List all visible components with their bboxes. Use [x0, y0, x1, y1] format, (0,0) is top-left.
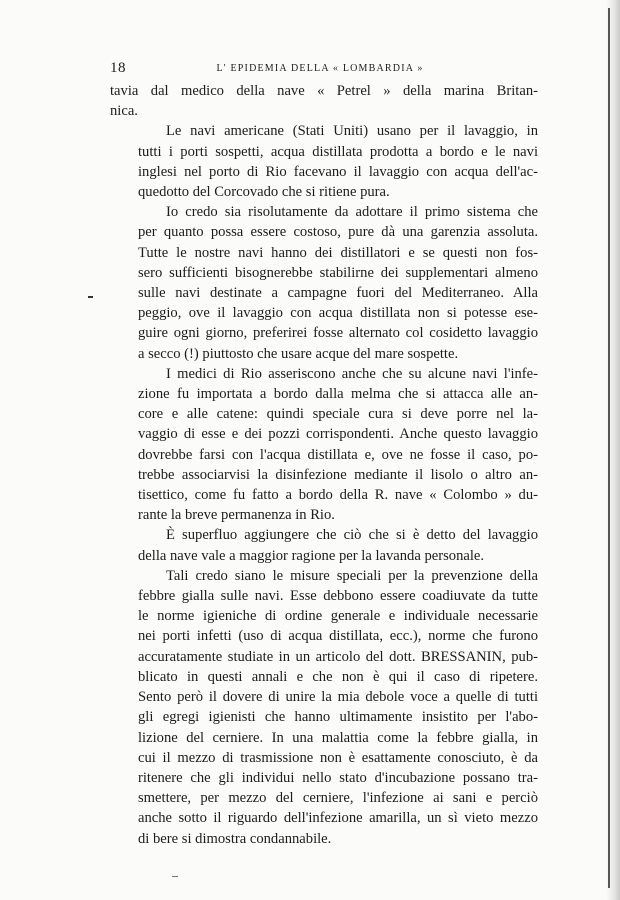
running-head: L' EPIDEMIA DELLA « LOMBARDIA » — [216, 63, 424, 74]
page-edge-line — [608, 8, 610, 888]
text-line: di bere si dimostra condannabile. — [138, 830, 332, 847]
text-line: sulle navi destinate a campagne fuori del Mediterraneo. Alla — [138, 285, 538, 302]
text-line: Tali credo siano le misure speciali per la prevenzione della — [166, 567, 538, 584]
text-line: I medici di Rio asseriscono anche che su alcune navi l'infe- — [166, 365, 538, 382]
page-number: 18 — [110, 60, 126, 76]
text-line: vaggio di esse e dei pozzi corrispondenti. Anche questo lavaggio — [138, 426, 538, 443]
text-line: nica. — [110, 103, 138, 120]
paragraph — [110, 202, 538, 364]
text-line: tisettico, come fu fatto a bordo della R. nave « Colombo » du- — [138, 487, 538, 504]
page-header — [110, 60, 530, 82]
text-line: sero sufficienti bisognerebbe stabilirne dei supplementari almeno — [138, 264, 538, 281]
paragraph — [110, 121, 538, 202]
text-line: febbre gialla sulle navi. Esse debbono essere coadiuvate da tutte — [138, 588, 538, 605]
text-line: nei porti infetti (uso di acqua distillata, ecc.), norme che furono — [138, 628, 538, 645]
paragraph — [110, 81, 538, 121]
paragraph — [110, 566, 538, 849]
text-line: inglesi nel porto di Rio facevano il lavaggio con acqua dell'ac- — [138, 163, 538, 180]
paragraph — [110, 364, 538, 526]
text-line: guire ogni giorno, preferirei fosse alternato col cosidetto lavaggio — [138, 325, 538, 342]
text-line: le norme igieniche di ordine generale e individuale necessarie — [138, 608, 538, 625]
text-line: accuratamente studiate in un articolo del dott. BRESSANIN, pub- — [138, 648, 538, 665]
text-line: della nave vale a maggior ragione per la lavanda personale. — [138, 547, 485, 564]
text-line: anche sotto il riguardo dell'infezione amarilla, un sì vieto mezzo — [138, 810, 538, 827]
text-line: È superfluo aggiungere che ciò che si è detto del lavaggio — [166, 527, 538, 544]
margin-mark — [88, 296, 93, 298]
text-line: peggio, ove il lavaggio con acqua distillata non si potesse ese- — [138, 305, 538, 322]
text-line: tavia dal medico della nave « Petrel » della marina Britan- — [110, 83, 538, 99]
text-line: ritenere che gli individui nello stato d'incubazione possano tra- — [138, 769, 538, 786]
text-line: Io credo sia risolutamente da adottare il primo sistema che — [166, 204, 538, 221]
text-line: per quanto possa essere costoso, pure dà una garenzia assoluta. — [138, 224, 538, 241]
text-line: core e alle catene: quindi speciale cura si deve porre nel la- — [138, 406, 538, 423]
body-text — [110, 81, 538, 849]
text-line: cui il mezzo di trasmissione non è esattamente conosciuto, è da — [138, 749, 538, 766]
text-line: gli egregi igienisti che hanno ultimamente insistito per l'abo- — [138, 709, 538, 726]
text-line: quedotto del Corcovado che si ritiene pura. — [138, 184, 390, 201]
text-line: Sento però il dovere di unire la mia debole voce a quelle di tutti — [138, 689, 538, 706]
text-line: blicato in questi annali e che non è qui il caso di ripetere. — [138, 668, 538, 685]
text-line: rante la breve permanenza in Rio. — [138, 507, 335, 524]
text-line: tutti i porti sospetti, acqua distillata prodotta a bordo e le navi — [138, 143, 538, 160]
text-line: lizione del cerniere. In una malattia come la febbre gialla, in — [138, 729, 538, 746]
text-line: Le navi americane (Stati Uniti) usano per il lavaggio, in — [166, 123, 538, 140]
paragraph — [110, 525, 538, 565]
text-line: trebbe associarvisi la disinfezione mediante il lisolo o altro an- — [138, 466, 538, 483]
text-line: Tutte le nostre navi hanno dei distillatori e se questi non fos- — [138, 244, 538, 261]
text-line: smettere, per mezzo del cerniere, l'infezione ai sani e perciò — [138, 790, 538, 807]
text-line: dovrebbe farsi con l'acqua distillata e, ove ne fosse il caso, po- — [138, 446, 538, 463]
text-line: zione fu importata a bordo dalla melma che si attacca alle an- — [138, 386, 538, 403]
page-speck — [172, 876, 178, 877]
text-line: a secco (!) piuttosto che usare acque del mare sospette. — [138, 345, 459, 362]
